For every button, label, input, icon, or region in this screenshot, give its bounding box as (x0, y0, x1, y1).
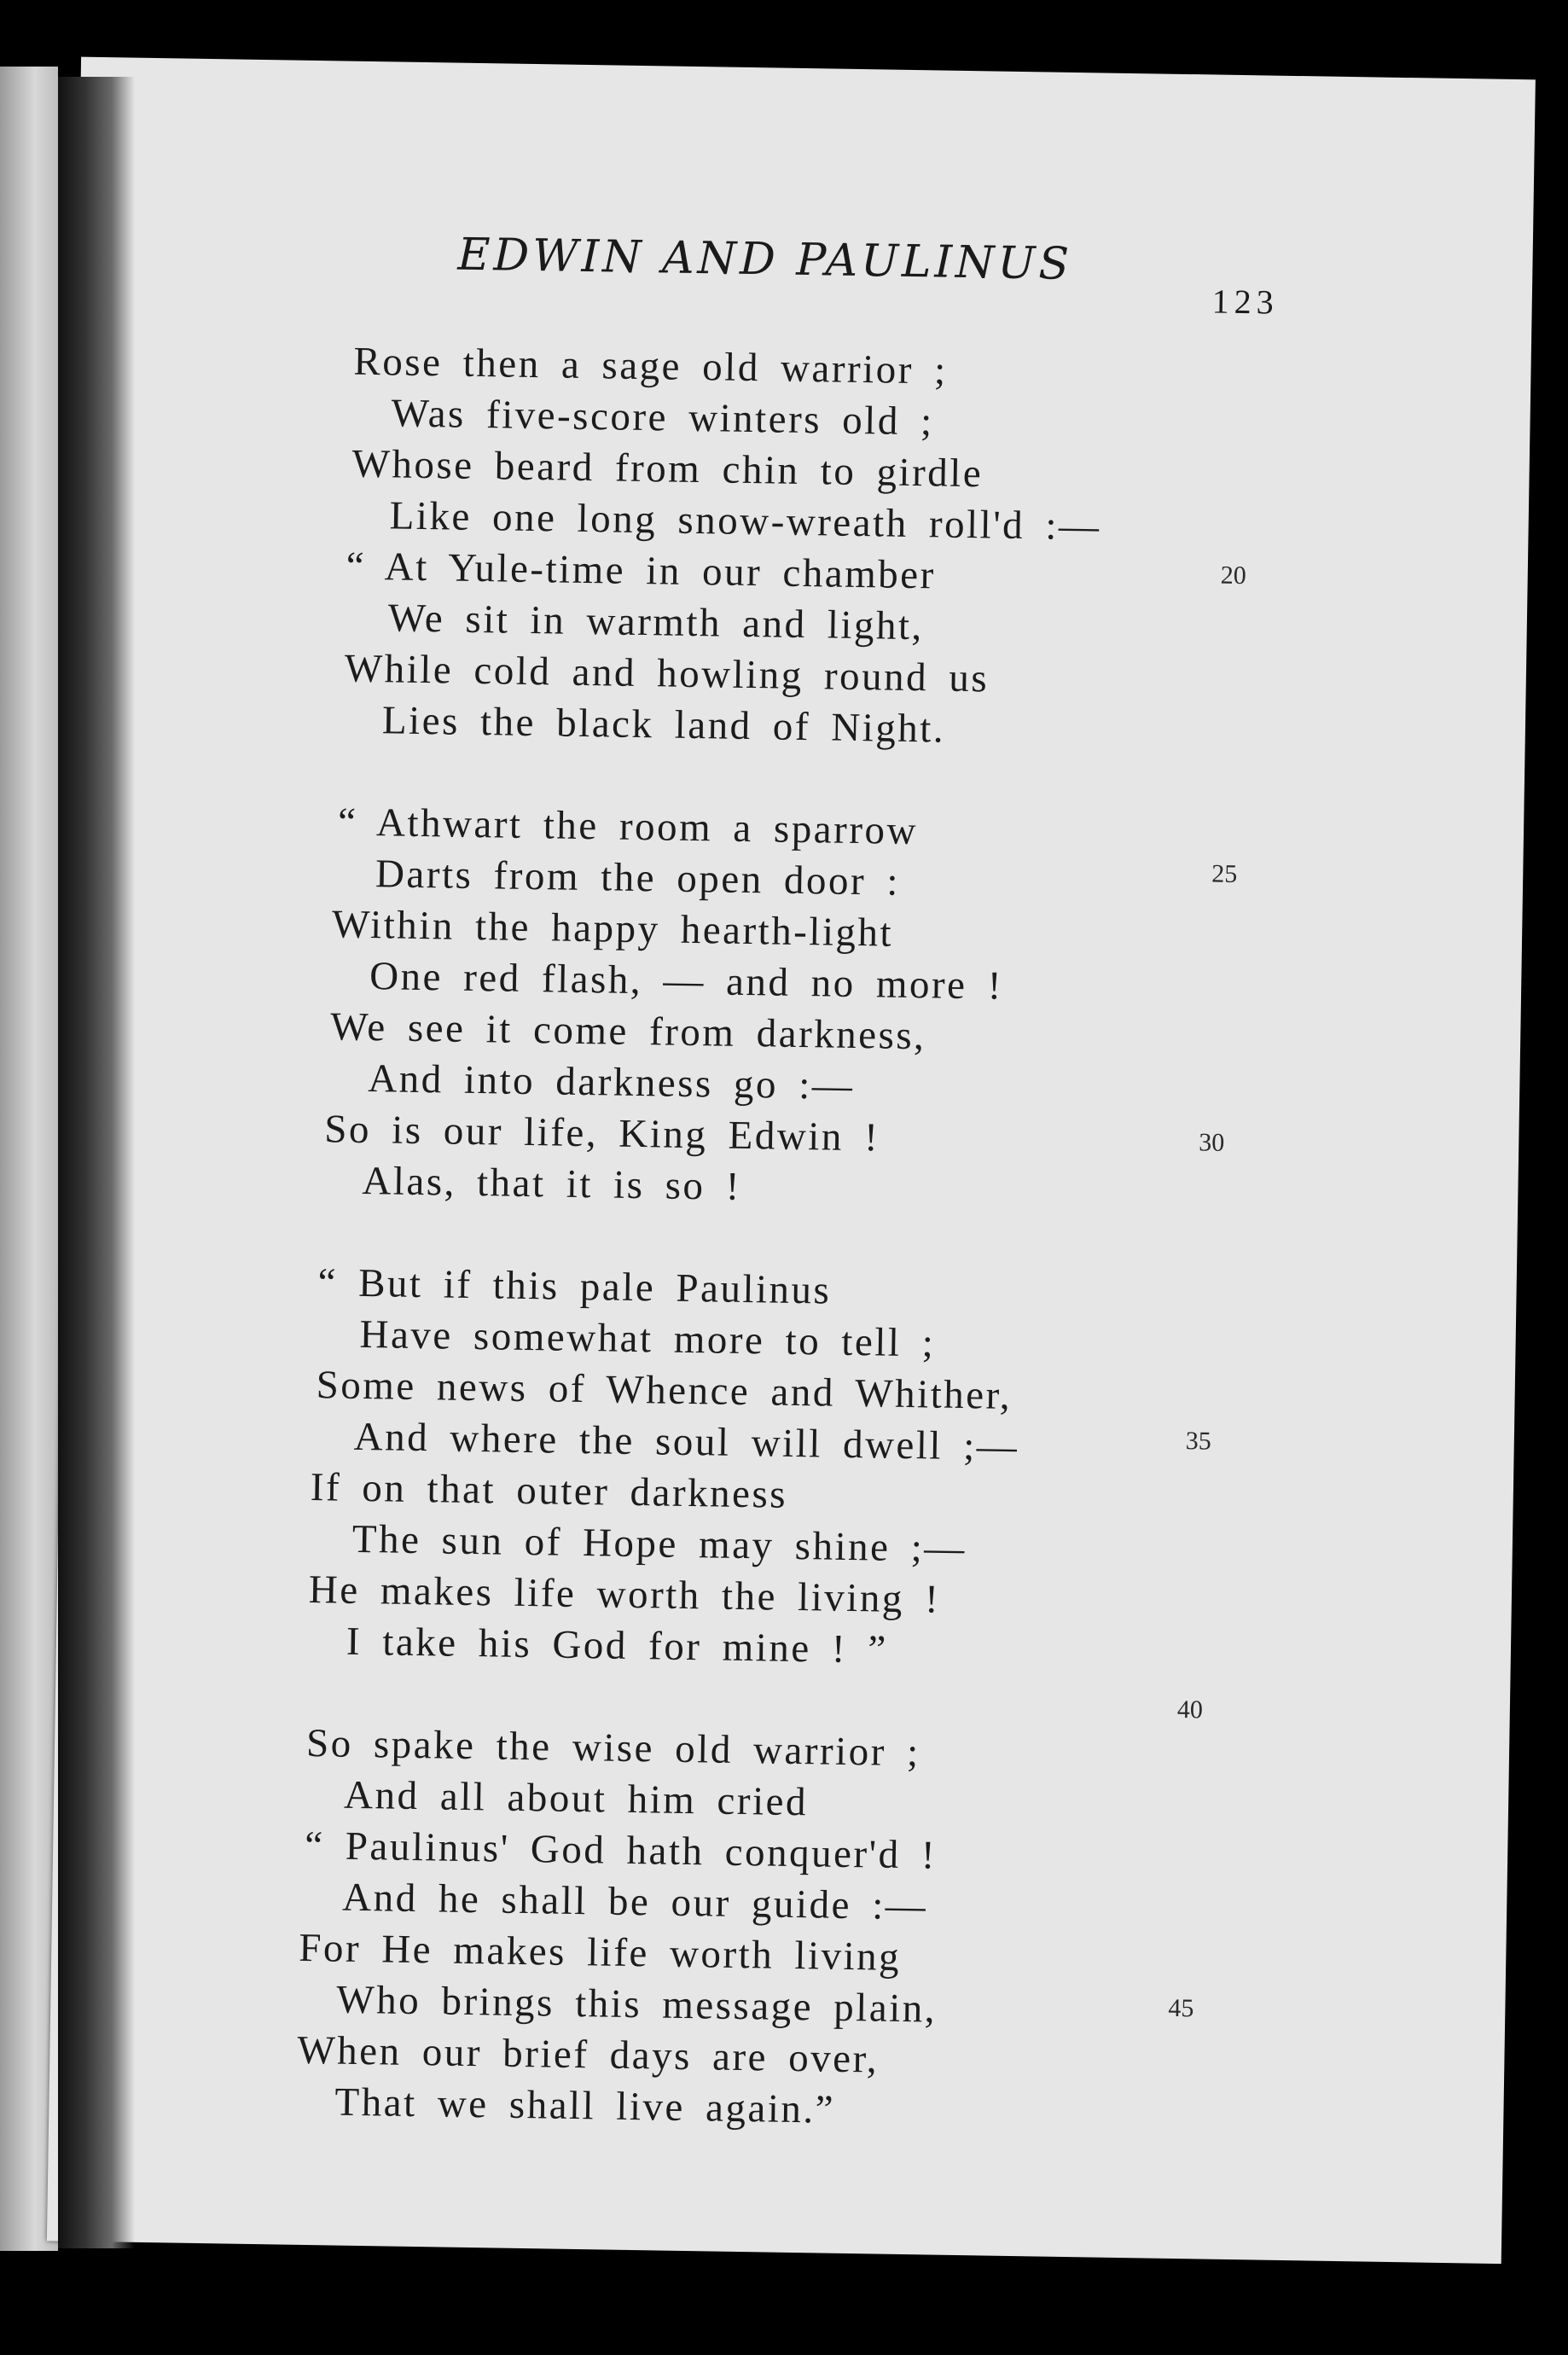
line-number: 40 (1176, 1695, 1204, 1724)
poem-line: Alas, that it is so ! (362, 1158, 742, 1209)
facing-page-edge (0, 67, 58, 2251)
poem-line: Darts from the open door : (375, 852, 901, 904)
page-number: 123 (1211, 282, 1280, 322)
poem-line: Lies the black land of Night. (381, 698, 946, 752)
book-spine-shadow (58, 77, 135, 2248)
poem-line: Who brings this message plain, (335, 1977, 938, 2032)
line-number: 45 (1168, 1993, 1194, 2023)
poem-line: I take his God for mine ! ” (346, 1619, 889, 1672)
book-page (47, 57, 1536, 2264)
poem-line: And where the soul will dwell ;— (353, 1414, 1019, 1470)
poem-line: While cold and howling round us (344, 646, 990, 701)
poem (47, 57, 1536, 2264)
poem-line: If on that outer darkness (310, 1465, 788, 1517)
running-title: EDWIN AND PAULINUS (457, 229, 1073, 290)
poem-line: The sun of Hope may shine ;— (351, 1516, 967, 1572)
poem-line: He makes life worth the living ! (308, 1567, 941, 1622)
poem-line: “ At Yule-time in our chamber (346, 544, 937, 598)
poem-line: So spake the wise old warrior ; (305, 1721, 921, 1776)
line-number: 20 (1220, 561, 1246, 590)
poem-line: Have somewhat more to tell ; (359, 1311, 936, 1366)
poem-line: We see it come from darkness, (329, 1004, 926, 1059)
poem-line: Whose beard from chin to girdle (351, 441, 984, 497)
poem-line: “ Athwart the room a sparrow (337, 800, 919, 854)
poem-line: Some news of Whence and Whither, (316, 1363, 1013, 1418)
poem-line: For He makes life worth living (298, 1925, 902, 1980)
poem-line: And into darkness go :— (367, 1056, 855, 1108)
poem-line: When our brief days are over, (297, 2027, 880, 2082)
poem-line: Was five-score winters old ; (391, 391, 935, 445)
poem-line: “ Paulinus' God hath conquer'd ! (304, 1823, 938, 1878)
poem-line: That we shall live again.” (334, 2079, 836, 2132)
poem-line: And all about him cried (343, 1772, 809, 1825)
poem-line: One red flash, — and no more ! (369, 954, 1004, 1009)
poem-line: We sit in warmth and light, (387, 596, 925, 649)
poem-line: Rose then a sage old warrior ; (353, 339, 949, 393)
poem-line: Within the happy hearth-light (331, 902, 894, 956)
poem-line: So is our life, King Edwin ! (323, 1107, 880, 1160)
poem-line: And he shall be our guide :— (341, 1875, 928, 1929)
line-number: 25 (1211, 859, 1238, 889)
line-number: 30 (1199, 1128, 1225, 1157)
poem-line: Like one long snow-wreath roll'd :— (389, 493, 1101, 550)
poem-line: “ But if this pale Paulinus (317, 1260, 832, 1313)
line-number: 35 (1185, 1427, 1212, 1456)
